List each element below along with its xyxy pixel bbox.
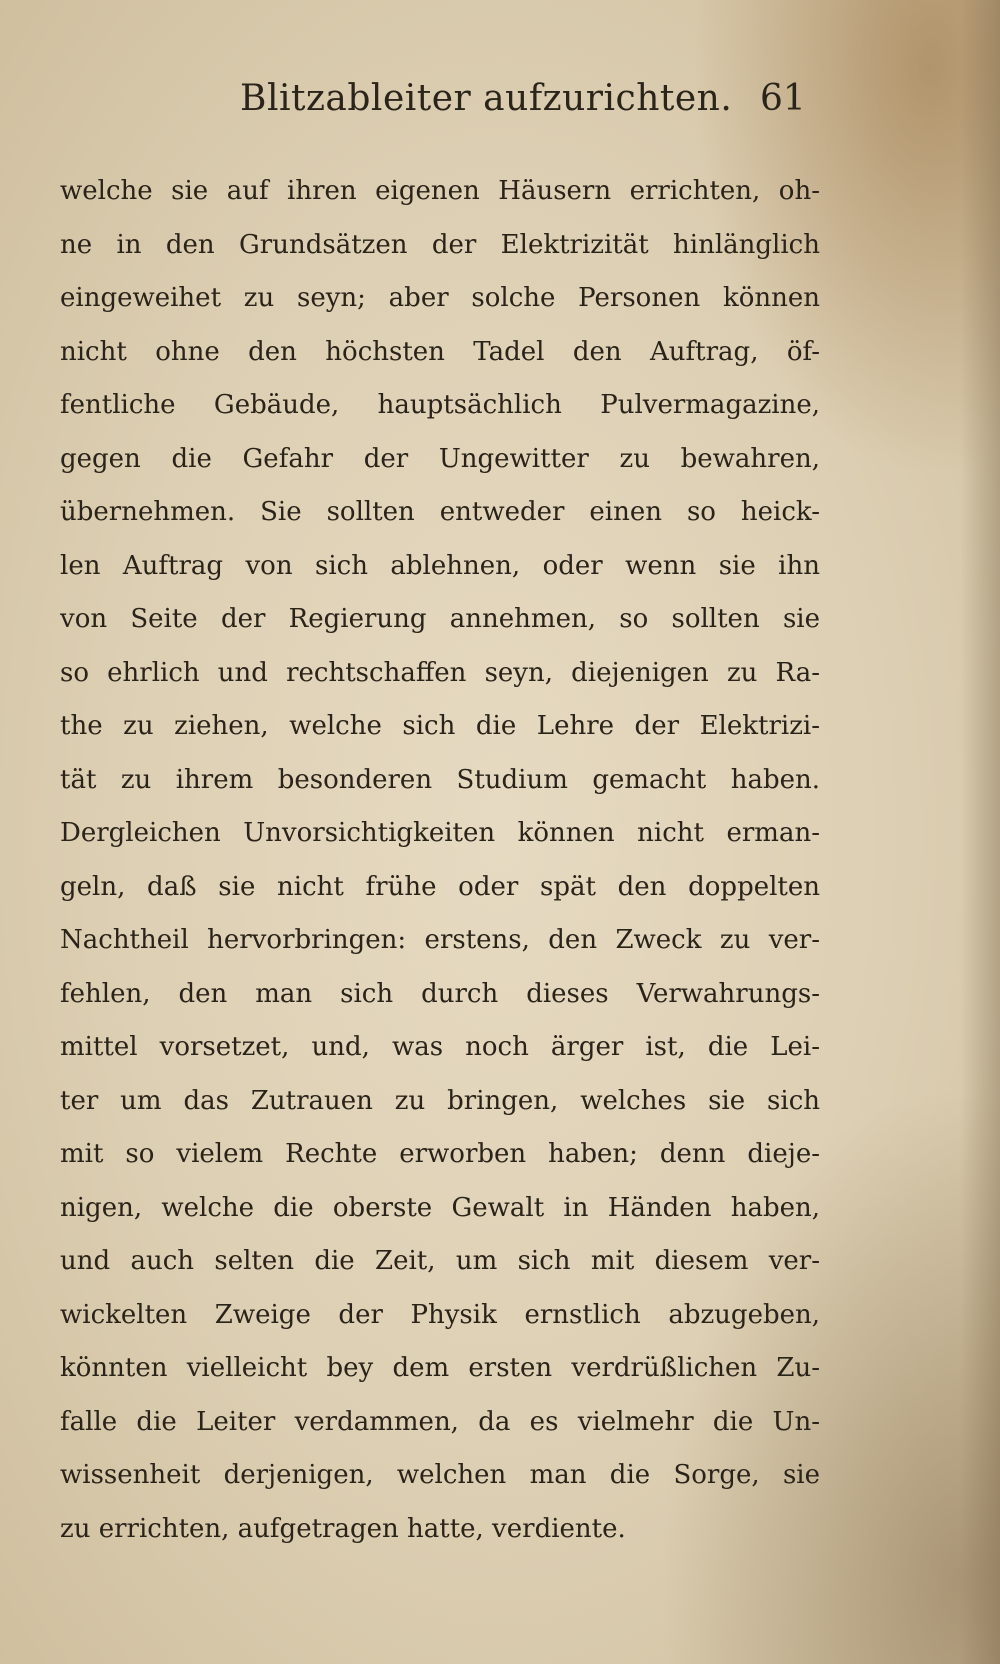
page-header bbox=[60, 78, 940, 138]
page-number: 61 bbox=[760, 78, 806, 119]
text-line: ter um das Zutrauen zu bringen, welches sie sich bbox=[60, 1085, 820, 1116]
text-line: eingeweihet zu seyn; aber solche Personen können bbox=[60, 283, 820, 313]
text-line: und auch selten die Zeit, um sich mit diesem ver- bbox=[60, 1246, 820, 1276]
text-line: fehlen, den man sich durch dieses Verwahrungs- bbox=[60, 978, 820, 1009]
text-line: mit so vielem Rechte erworben haben; denn dieje- bbox=[60, 1139, 820, 1169]
text-line: übernehmen. Sie sollten entweder einen so heick- bbox=[60, 497, 820, 527]
text-line: len Auftrag von sich ablehnen, oder wenn sie ihn bbox=[60, 550, 820, 581]
text-line: zu errichten, aufgetragen hatte, verdiente. bbox=[60, 1513, 626, 1544]
running-title: Blitzableiter aufzurichten. bbox=[240, 78, 733, 119]
text-line: falle die Leiter verdammen, da es vielmehr die Un- bbox=[60, 1406, 820, 1437]
text-line: Dergleichen Unvorsichtigkeiten können nicht erman- bbox=[60, 818, 820, 848]
text-line: ne in den Grundsätzen der Elektrizität hinlänglich bbox=[60, 229, 820, 260]
text-line: the zu ziehen, welche sich die Lehre der Elektrizi- bbox=[60, 711, 820, 741]
text-line: tät zu ihrem besonderen Studium gemacht haben. bbox=[60, 764, 820, 795]
text-line: Nachtheil hervorbringen: erstens, den Zweck zu ver- bbox=[60, 925, 820, 955]
text-line: welche sie auf ihren eigenen Häusern errichten, oh- bbox=[60, 176, 820, 206]
body-text bbox=[60, 165, 820, 1556]
text-line: wissenheit derjenigen, welchen man die Sorge, sie bbox=[60, 1460, 820, 1490]
text-line: gegen die Gefahr der Ungewitter zu bewahren, bbox=[60, 443, 820, 474]
text-line: von Seite der Regierung annehmen, so sollten sie bbox=[60, 604, 820, 634]
text-line: mittel vorsetzet, und, was noch ärger ist, die Lei- bbox=[60, 1032, 820, 1062]
text-line: nigen, welche die oberste Gewalt in Händen haben, bbox=[60, 1192, 820, 1223]
text-line: könnten vielleicht bey dem ersten verdrüßlichen Zu- bbox=[60, 1353, 820, 1383]
text-line: geln, daß sie nicht frühe oder spät den doppelten bbox=[60, 871, 820, 902]
text-line: fentliche Gebäude, hauptsächlich Pulvermagazine, bbox=[60, 390, 820, 420]
text-line: wickelten Zweige der Physik ernstlich abzugeben, bbox=[60, 1299, 820, 1330]
text-line: so ehrlich und rechtschaffen seyn, diejenigen zu Ra- bbox=[60, 657, 820, 688]
text-line: nicht ohne den höchsten Tadel den Auftrag, öf- bbox=[60, 336, 820, 367]
